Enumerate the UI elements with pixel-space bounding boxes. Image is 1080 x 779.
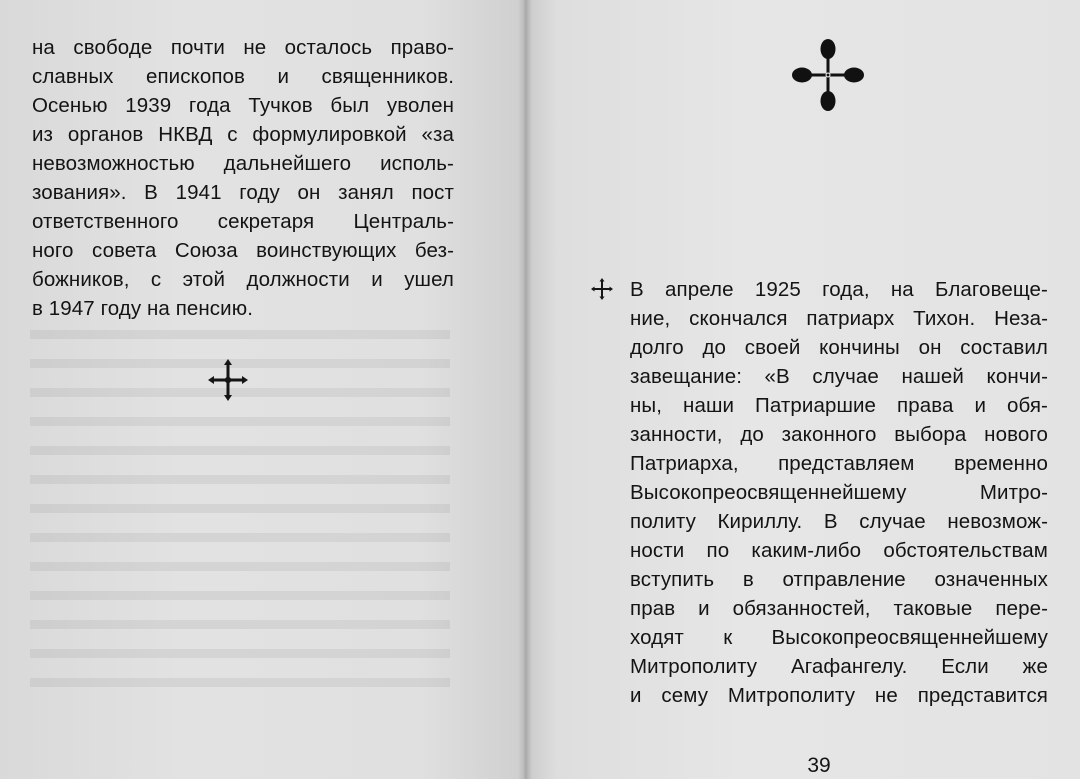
text-line: ного совета Союза воинствующих без-	[32, 239, 454, 262]
text-line: занности, до законного выбора нового	[630, 423, 1048, 446]
text-line: Высокопреосвященнейшему Митро-	[630, 481, 1048, 504]
text-line: политу Кириллу. В случае невозмож-	[630, 510, 1048, 533]
text-line: в 1947 году на пенсию.	[32, 297, 253, 320]
text-line: Митрополиту Агафангелу. Если же	[630, 655, 1048, 678]
right-page	[524, 0, 1080, 779]
page-number: 39	[807, 754, 831, 777]
text-line: ходят к Высокопреосвященнейшему	[630, 626, 1048, 649]
text-line: ние, скончался патриарх Тихон. Неза-	[630, 307, 1048, 330]
small-cross-bullet-icon	[591, 278, 613, 300]
quatrefoil-ornament-icon	[791, 37, 865, 113]
text-line: зования». В 1941 году он занял пост	[32, 181, 454, 204]
text-line: ны, наши Патриаршие права и обя-	[630, 394, 1048, 417]
text-line: божников, с этой должности и ушел	[32, 268, 454, 291]
text-line: В апреле 1925 года, на Благовеще-	[630, 278, 1048, 301]
text-line: прав и обязанностей, таковые пере-	[630, 597, 1048, 620]
left-page-paragraph	[32, 33, 454, 323]
text-line: ности по каким-либо обстоятельствам	[630, 539, 1048, 562]
text-line: вступить в отправление означенных	[630, 568, 1048, 591]
text-line: на свободе почти не осталось право-	[32, 36, 454, 59]
text-line: из органов НКВД с формулировкой «за	[32, 123, 454, 146]
text-line: и сему Митрополиту не представится	[630, 684, 1048, 707]
text-line: Осенью 1939 года Тучков был уволен	[32, 94, 454, 117]
book-gutter	[518, 0, 532, 779]
text-line: славных епископов и священников.	[32, 65, 454, 88]
text-line: завещание: «В случае нашей кончи-	[630, 365, 1048, 388]
right-page-paragraph	[630, 275, 1080, 710]
ornamental-cross-icon	[208, 359, 248, 401]
text-line: долго до своей кончины он составил	[630, 336, 1048, 359]
text-line: Патриарха, представляем временно	[630, 452, 1048, 475]
text-line: ответственного секретаря Централь-	[32, 210, 454, 233]
left-page	[0, 0, 524, 779]
text-line: невозможностью дальнейшего исполь-	[32, 152, 454, 175]
